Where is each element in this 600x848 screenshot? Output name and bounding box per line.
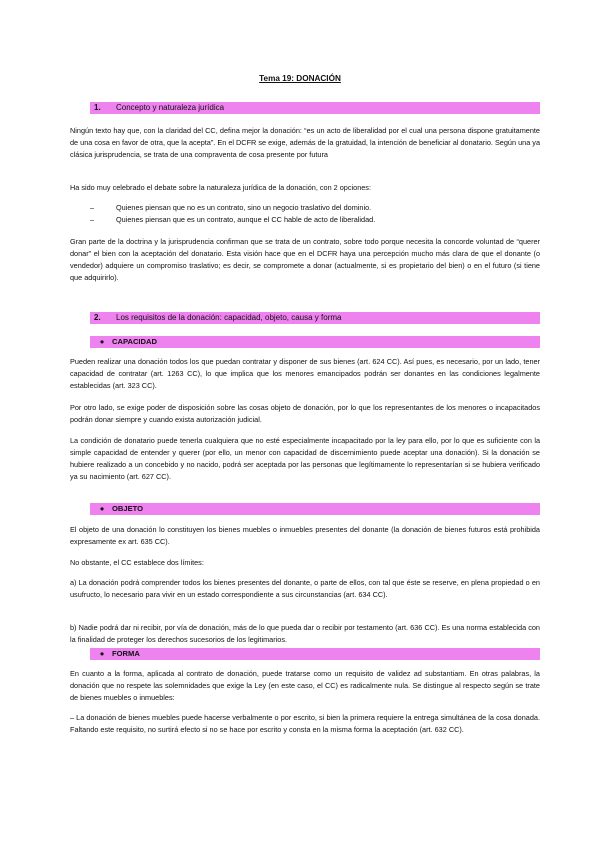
section-1-heading	[90, 102, 540, 114]
objeto-paragraph-2: No obstante, el CC establece dos límites:	[70, 558, 204, 567]
section-2-number: 2.	[94, 313, 101, 322]
section-2-title: Los requisitos de la donación: capacidad, objeto, causa y forma	[116, 313, 342, 322]
objeto-paragraph-1: El objeto de una donación lo constituyen los bienes muebles o inmuebles presentes del donante (la donación de bienes futuros está prohibida expresamente ex art. 635 CC).	[70, 525, 540, 546]
bullet-icon: ●	[99, 337, 105, 346]
section-1-title: Concepto y naturaleza jurídica	[116, 103, 225, 112]
capacidad-paragraph-2: Por otro lado, se exige poder de disposición sobre las cosas objeto de donación, por lo que los representantes de los menores o incapacitados podrán donar siempre y cuando exista autorización judicial.	[70, 403, 540, 424]
section-2-heading	[90, 312, 540, 324]
subsection-capacidad-title: CAPACIDAD	[112, 337, 157, 346]
subsection-forma-title: FORMA	[112, 649, 140, 658]
objeto-paragraph-3: a) La donación podrá comprender todos los bienes presentes del donante, o parte de ellos, con tal que éste se reserve, en plena propiedad o en usufructo, lo necesario para vivir en un estado correspondiente a sus circunstancias (art. 634 CC).	[70, 578, 540, 599]
subsection-capacidad-heading	[90, 336, 540, 348]
forma-paragraph-2: – La donación de bienes muebles puede hacerse verbalmente o por escrito, si bien la primera requiere la entrega simultánea de la cosa donada. Faltando este requisito, no surtirá efecto si no se hace por escrito y consta en la misma forma la aceptación (art. 632 CC).	[70, 713, 540, 734]
subsection-objeto-heading	[90, 503, 540, 515]
capacidad-paragraph-3: La condición de donatario puede tenerla cualquiera que no esté especialmente incapacitado por la ley para ello, por lo que es suficiente con la simple capacidad de entender y querer (por ello, un menor con capacidad de discernimiento puede aceptar una donación). Si la donación se hubiere realizado a un concebido y no nacido, podrá ser aceptada por las personas que legítimamente lo representarían si se hubiera verificado ya su nacimiento (art. 627 CC).	[70, 436, 540, 481]
objeto-paragraph-4: b) Nadie podrá dar ni recibir, por vía de donación, más de lo que pueda dar o recibir por testamento (art. 636 CC). Es una norma establecida con la finalidad de proteger los derechos sucesorios de los legitimarios.	[70, 623, 540, 644]
section-1-number: 1.	[94, 103, 101, 112]
document-page: Tema 19: DONACIÓN 1. Concepto y naturaleza jurídica Ningún texto hay que, con la claridad del CC, defina mejor la donación: “es un acto de liberalidad por el cual una persona dispone gratuitamente de una cosa en favor de otra, que la acepta”. En el DCFR se exige, además de la gratuidad, la intención de beneficiar al donatario. Según una ya clásica jurisprudencia, se trata de una compraventa de cosa presente por futura Ha sido muy celebrado el debate sobre la naturaleza jurídica de la donación, con 2 opciones: – Quienes piensan que no es un contrato, sino un negocio traslativo del dominio. – Quienes piensan que es un contrato, aunque el CC hable de acto de liberalidad. Gran parte de la doctrina y la jurisprudencia confirman que se trata de un contrato, sobre todo porque necesita la concorde voluntad de “querer donar” el bien con la aceptación del donatario. Esta visión hace que en el DCFR haya una percepción mucho más clara de que el donante (o vendedor) adquiere un compromiso traslativo; es decir, se compromete a donar (actualmente, si es propietario del bien) o en el futuro (si tiene que adquirirlo). 2. Los requisitos de la donación: capacidad, objeto, causa y forma ● CAPACIDAD Pueden realizar una donación todos los que puedan contratar y disponer de sus bienes (art. 624 CC). Así pues, es necesario, por un lado, tener capacidad de contratar (art. 1263 CC), lo que implica que los menores emancipados podrán ser donantes en las condiciones legalmente establecidas (art. 323 CC). Por otro lado, se exige poder de disposición sobre las cosas objeto de donación, por lo que los representantes de los menores o incapacitados podrán donar siempre y cuando exista autorización judicial. La condición de donatario puede tenerla cualquiera que no esté especialmente incapacitado por la ley para ello, por lo que es suficiente con la simple capacidad de entender y querer (por ello, un menor con capacidad de discernimiento puede aceptar una donación). Si la donación se hubiere realizado a un concebido y no nacido, podrá ser aceptada por las personas que legítimamente lo representarían si se hubiera verificado ya su nacimiento (art. 627 CC). ● OBJETO El objeto de una donación lo constituyen los bienes muebles o inmuebles presentes del donante (la donación de bienes futuros está prohibida expresamente ex art. 635 CC). No obstante, el CC establece dos límites: a) La donación podrá comprender todos los bienes presentes del donante, o parte de ellos, con tal que éste se reserve, en plena propiedad o en usufructo, lo necesario para vivir en un estado correspondiente a sus circunstancias (art. 634 CC). b) Nadie podrá dar ni recibir, por vía de donación, más de lo que pueda dar o recibir por testamento (art. 636 CC). Es una norma establecida con la finalidad de proteger los derechos sucesorios de los legitimarios. ● FORMA En cuanto a la forma, aplicada al contrato de donación, puede tratarse como un requisito de validez ad substantiam. En otras palabras, la donación que no respete las solemnidades que exige la Ley (en este caso, el CC) es radicalmente nula. Se distingue al respecto según se trate de bienes muebles o inmuebles: – La donación de bienes muebles puede hacerse verbalmente o por escrito, si bien la primera requiere la entrega simultánea de la cosa donada. Faltando este requisito, no surtirá efecto si no se hace por escrito y consta en la misma forma la aceptación (art. 632 CC).	[0, 0, 600, 848]
bullet-icon: ●	[99, 649, 105, 658]
forma-paragraph-1: En cuanto a la forma, aplicada al contrato de donación, puede tratarse como un requisito de validez ad substantiam. En otras palabras, la donación que no respete las solemnidades que exige la Ley (en este caso, el CC) es radicalmente nula. Se distingue al respecto según se trate de bienes muebles o inmuebles:	[70, 669, 540, 702]
subsection-objeto-title: OBJETO	[112, 504, 144, 513]
capacidad-paragraph-1: Pueden realizar una donación todos los que puedan contratar y disponer de sus bienes (art. 624 CC). Así pues, es necesario, por un lado, tener capacidad de contratar (art. 1263 CC), lo que implica que los menores emancipados podrán ser donantes en las condiciones legalmente establecidas (art. 323 CC).	[70, 357, 540, 390]
section-1-paragraph-3: Gran parte de la doctrina y la jurisprudencia confirman que se trata de un contrato, sobre todo porque necesita la concorde voluntad de “querer donar” el bien con la aceptación del donatario. Esta visión hace que en el DCFR haya una percepción mucho más clara de que el donante (o vendedor) adquiere un compromiso traslativo; es decir, se compromete a donar (actualmente, si es propietario del bien) o en el futuro (si tiene que adquirirlo).	[70, 237, 540, 282]
document-title: Tema 19: DONACIÓN	[259, 74, 341, 83]
subsection-forma-heading	[90, 648, 540, 660]
bullet-icon: ●	[99, 504, 105, 513]
section-1-paragraph-1: Ningún texto hay que, con la claridad del CC, defina mejor la donación: “es un acto de liberalidad por el cual una persona dispone gratuitamente de una cosa en favor de otra, que la acepta”. En el DCFR se exige, además de la gratuidad, la intención de beneficiar al donatario. Según una ya clásica jurisprudencia, se trata de una compraventa de cosa presente por futura	[70, 126, 540, 159]
section-1-paragraph-2: Ha sido muy celebrado el debate sobre la naturaleza jurídica de la donación, con 2 opciones:	[70, 183, 371, 192]
